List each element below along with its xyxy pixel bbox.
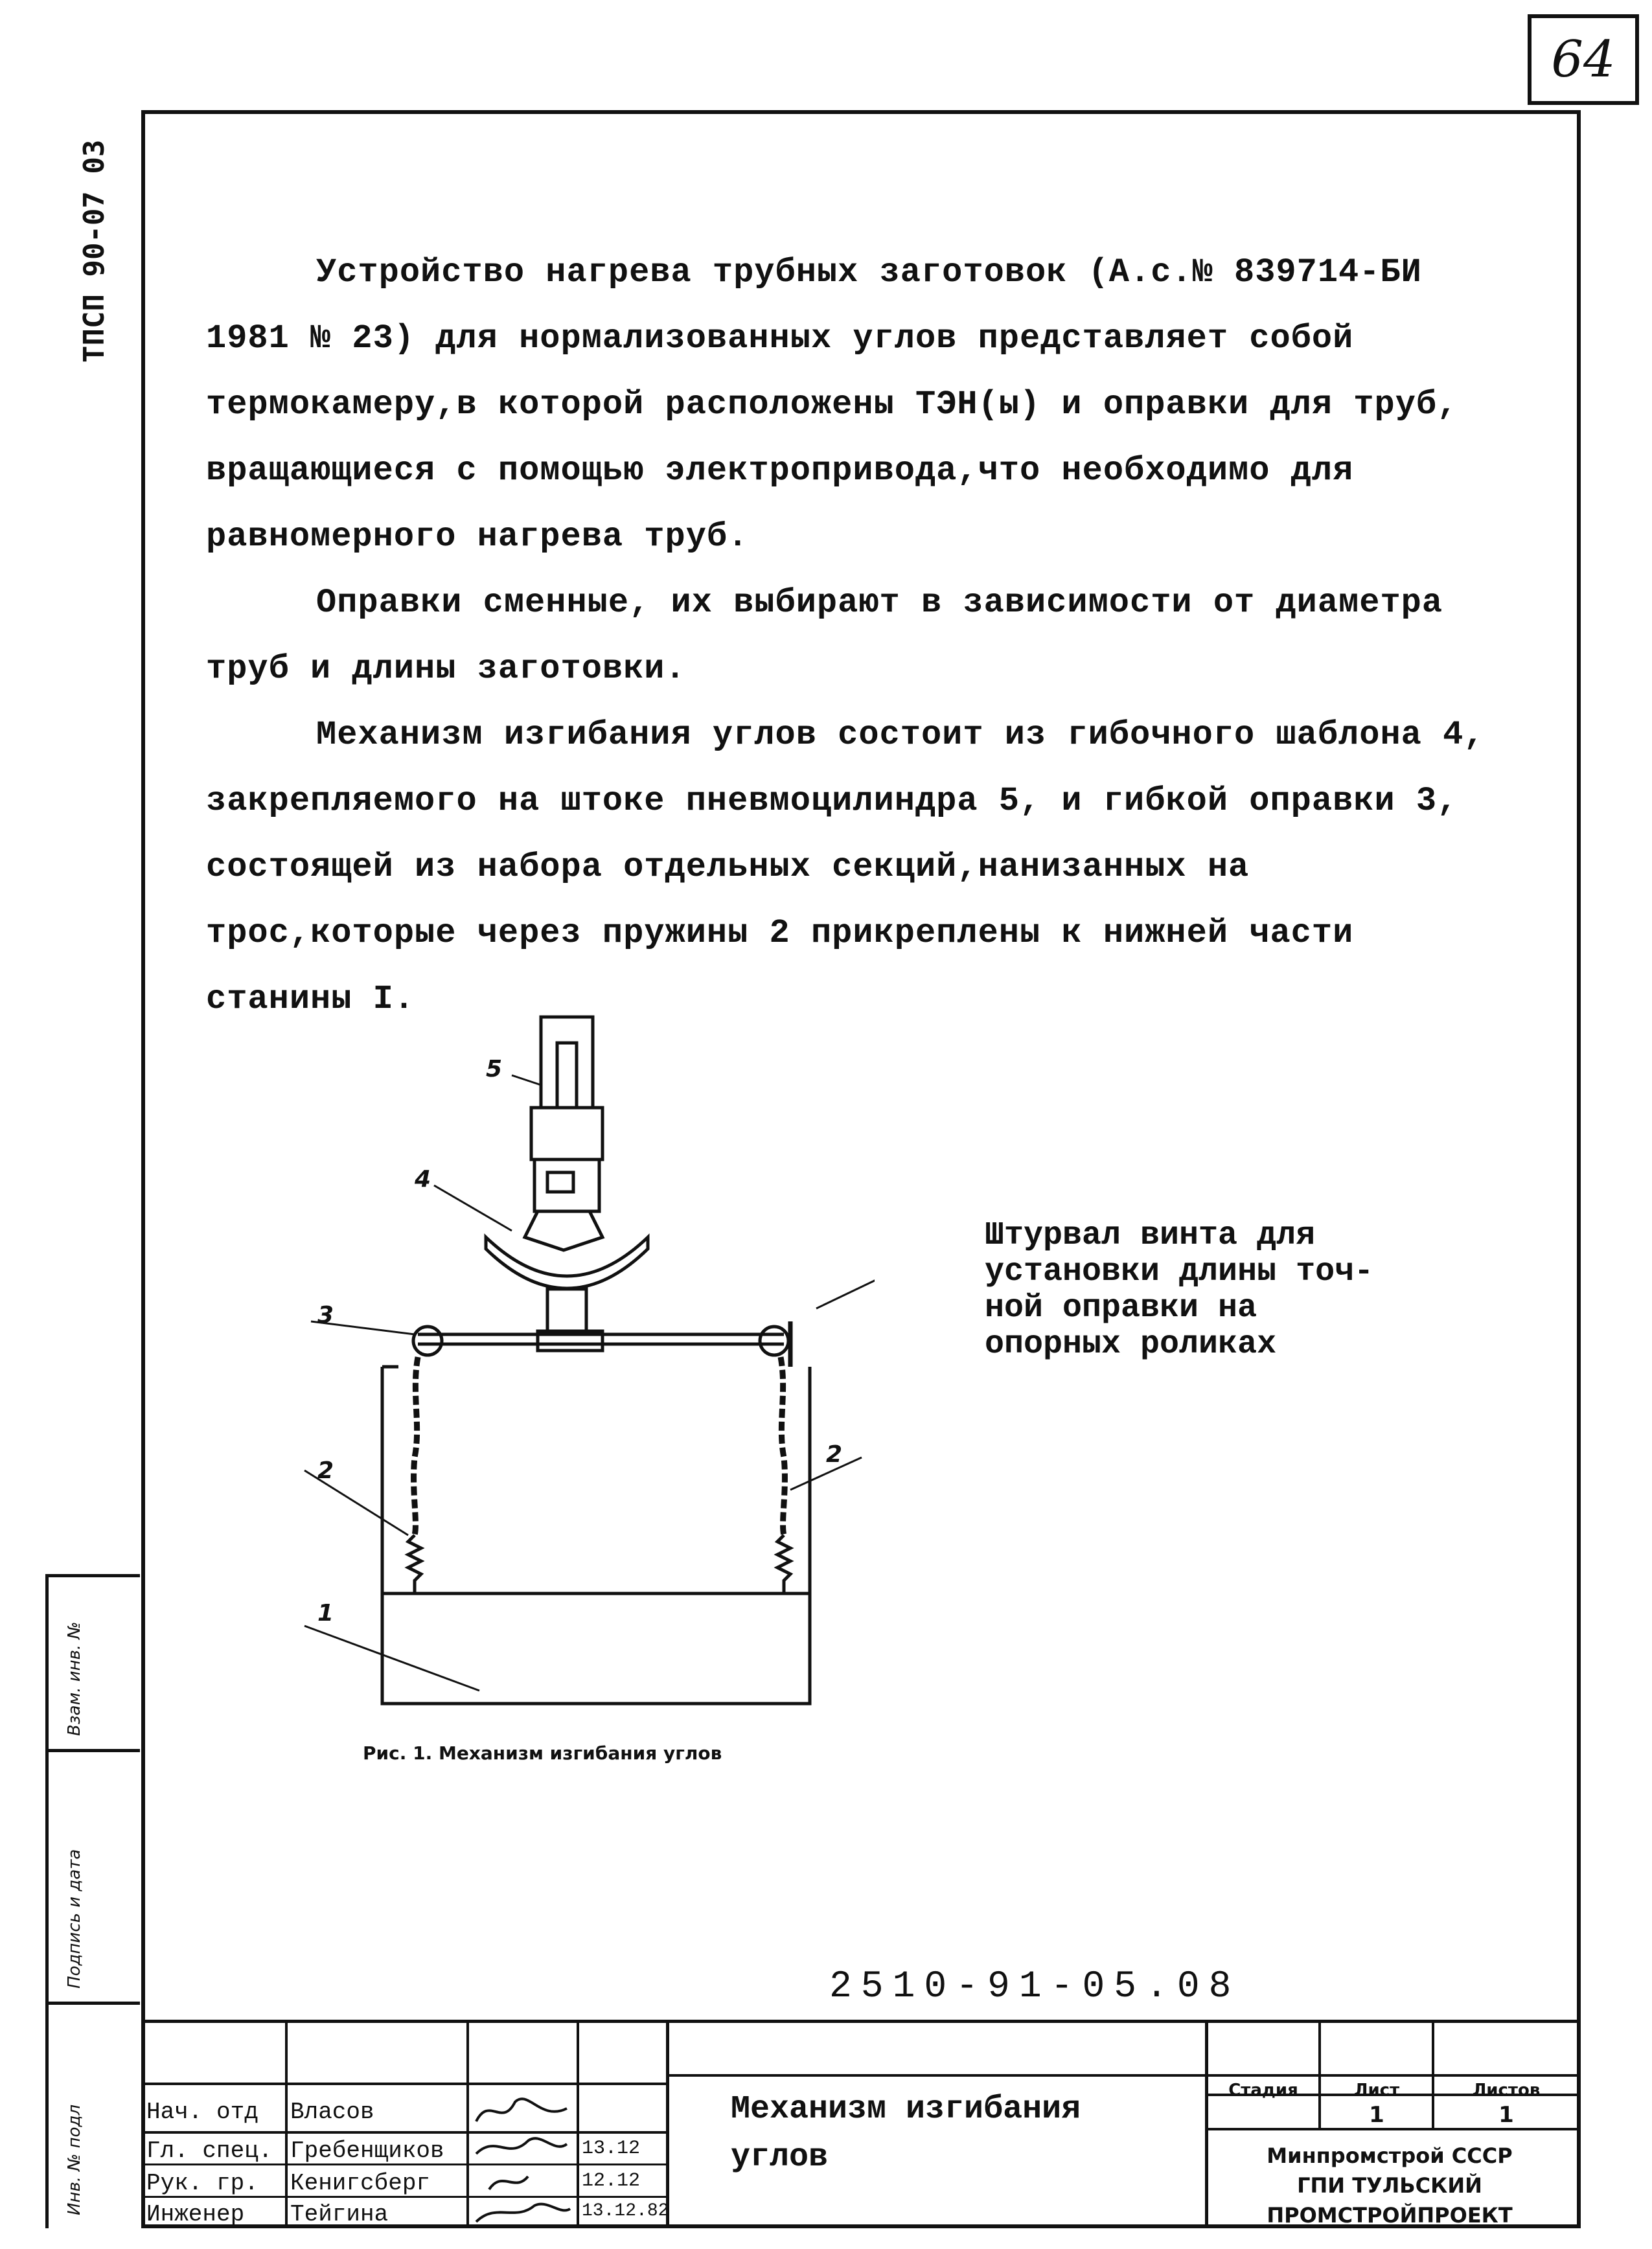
row-name: Власов (290, 2099, 374, 2125)
body-text (206, 240, 1489, 1033)
cylinder-mid (531, 1108, 602, 1159)
paragraph-1: Устройство нагрева трубных заготовок (А.с.№ 839714-БИ 1981 № 23) для нормализованных углов представляет собой термокамеру,в которой расположены ТЭН(ы) и оправки для труб, вращающиеся с помощью электропривода,что необходимо для равномерного нагрева труб. (206, 253, 1458, 556)
signatures (470, 2083, 577, 2228)
organization: Минпромстрой СССР ГПИ ТУЛЬСКИЙ ПРОМСТРОЙПРОЕКТ (1267, 2143, 1513, 2228)
figure-caption: Рис. 1. Механизм изгибания углов (363, 1742, 722, 1764)
drawing-title: Механизм изгибания углов (731, 2091, 1081, 2176)
right-roller (760, 1327, 788, 1355)
label-1: 1 (317, 1600, 334, 1627)
cylinder-top (541, 1017, 593, 1108)
side-cell-signature: Подпись и дата (49, 1752, 140, 2005)
label-4: 4 (415, 1166, 431, 1193)
row-role: Инженер (146, 2201, 245, 2228)
figure-annotation: Штурвал винта для установки длины точ- ной оправки на опорных роликах (985, 1217, 1374, 1363)
label-3: 3 (317, 1302, 334, 1329)
spring-left (408, 1535, 421, 1593)
label-5: 5 (486, 1056, 503, 1082)
bending-mechanism-figure (292, 1004, 875, 1710)
paragraph-3: Механизм изгибания углов состоит из гибочного шаблона 4, закрепляемого на штоке пневмоцилиндра 5, и гибкой оправки 3, состоящей из набора отдельных секций,нанизанных на трос,которые через пружины 2 прикреплены к нижней части станины I. (206, 716, 1485, 1018)
row-name: Кенигсберг (290, 2170, 431, 2197)
row-role: Гл. спец. (146, 2138, 273, 2164)
header-stage: Стадия (1228, 2081, 1298, 2100)
template-mount (525, 1211, 602, 1250)
row-date: 12.12 (582, 2170, 641, 2192)
label-2-left: 2 (317, 1457, 334, 1484)
spring-right (777, 1535, 790, 1593)
document-number: 2510-91-05.08 (829, 1966, 1241, 2008)
row-name: Гребенщиков (290, 2138, 444, 2164)
sheets-value: 1 (1498, 2102, 1514, 2128)
bending-template (486, 1237, 648, 1288)
sheet-number: 64 (1528, 14, 1639, 105)
sheet-value: 1 (1369, 2102, 1384, 2128)
side-cell-inventory: Инв. № подл (65, 2104, 84, 2215)
row-role: Рук. гр. (146, 2170, 258, 2197)
header-sheets: Листов (1472, 2081, 1541, 2100)
cylinder-lower (534, 1159, 599, 1211)
row-name: Тейгина (290, 2201, 389, 2228)
paragraph-2: Оправки сменные, их выбирают в зависимости от диаметра труб и длины заготовки. (206, 584, 1443, 688)
row-date: 13.12.82 (582, 2201, 669, 2221)
row-role: Нач. отд (146, 2099, 258, 2125)
side-stamp-column (45, 1574, 140, 2228)
row-date: 13.12 (582, 2138, 641, 2160)
side-code: ТПСП 90-07 03 (78, 139, 111, 363)
header-sheet: Лист (1353, 2081, 1400, 2100)
left-roller (413, 1327, 442, 1355)
side-cell-replacement: Взам. инв. № (49, 1577, 140, 1752)
base-frame (382, 1593, 810, 1704)
label-2-right: 2 (826, 1441, 843, 1468)
